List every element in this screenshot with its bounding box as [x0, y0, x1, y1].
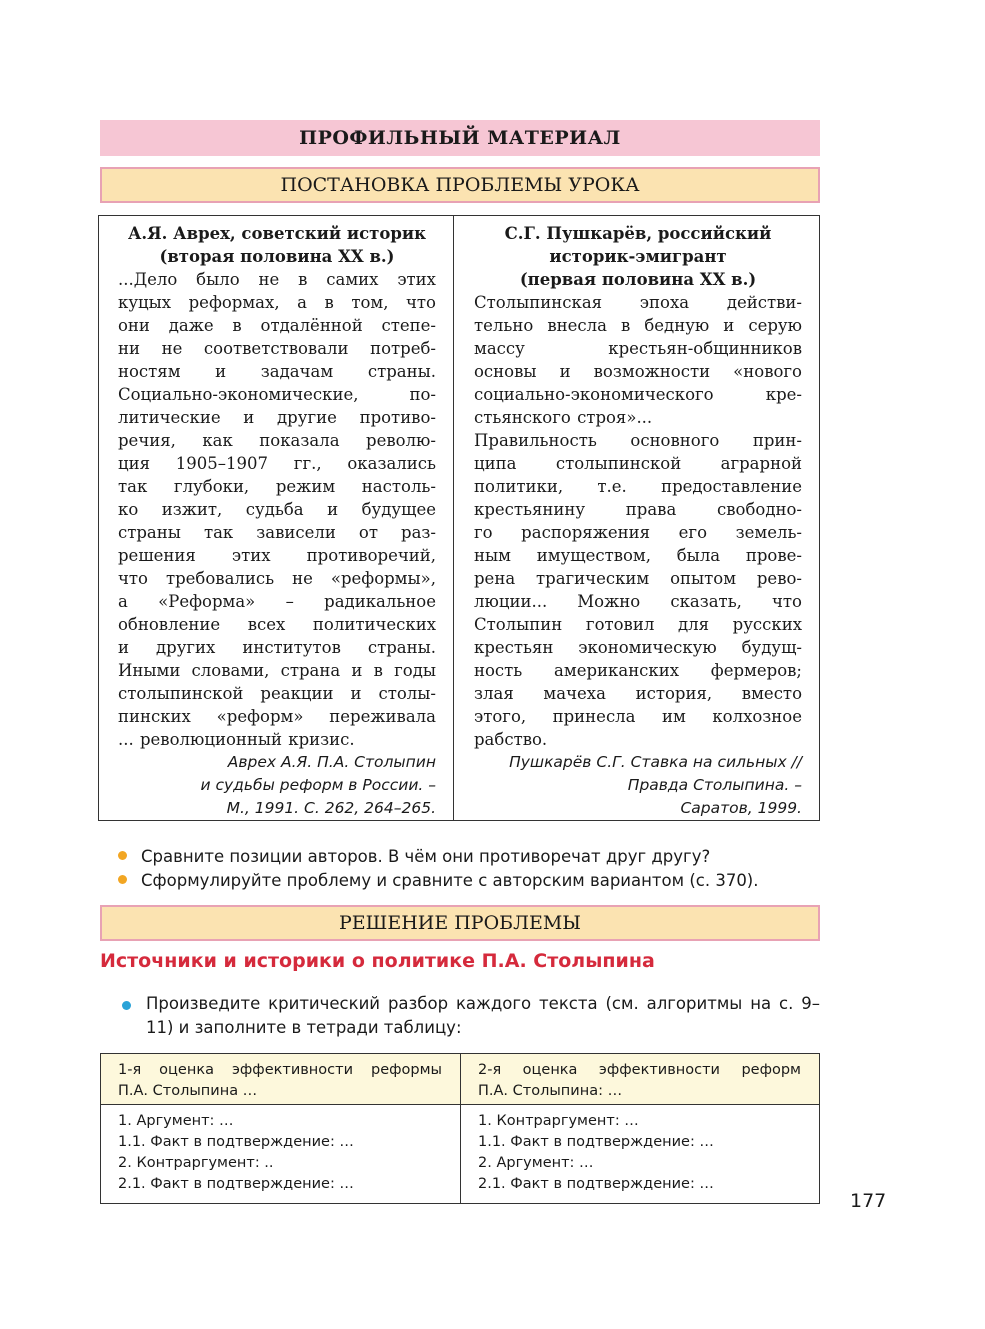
header-line [118, 1060, 442, 1081]
text-line: этого, принесла им колхозное [474, 707, 802, 726]
text-line: Иными словами, страна и в годы [118, 661, 436, 680]
question-item [118, 845, 818, 869]
header-line: П.А. Столыпина … [118, 1083, 258, 1099]
text-line: Столыпинская эпоха действи- [474, 293, 802, 312]
header-word: оценка [159, 1062, 214, 1078]
evaluation-body-second [461, 1105, 819, 1204]
text-line: ция 1905–1907 гг., оказались [118, 454, 436, 473]
evaluation-header-second [461, 1054, 819, 1104]
banner-profile-material: ПРОФИЛЬНЫЙ МАТЕРИАЛ [100, 120, 820, 156]
sources-comparison-table [98, 215, 820, 821]
table-row: 2. Контраргумент: .. [118, 1155, 274, 1171]
table-row: 2.1. Факт в подтверждение: … [478, 1176, 714, 1192]
text-line: что требовались не «реформы», [118, 569, 436, 588]
section-problem-solution: РЕШЕНИЕ ПРОБЛЕМЫ [100, 905, 820, 941]
text-line: а «Реформа» – радикальное [118, 592, 436, 611]
header-word: реформ [741, 1062, 801, 1078]
citation-line: Пушкарёв С.Г. Ставка на сильных // [509, 753, 802, 771]
evaluation-table [100, 1053, 820, 1204]
text-line: рена трагическим опытом рево- [474, 569, 802, 588]
text-line: куцых реформах, а в том, что [118, 293, 436, 312]
bullet-icon [122, 1001, 131, 1010]
source-avrekh-period: (вторая половина XX в.) [159, 247, 395, 266]
table-row: 1. Контраргумент: … [478, 1113, 639, 1129]
evaluation-table-header [101, 1054, 819, 1105]
text-line: ность американских фермеров; [474, 661, 802, 680]
text-line: стьянского строя»... [474, 408, 653, 427]
question-text: Сравните позиции авторов. В чём они противоречат друг другу? [141, 847, 711, 866]
text-line: и других институтов страны. [118, 638, 436, 657]
text-line: речия, как показала револю- [118, 431, 436, 450]
evaluation-body-first [101, 1105, 461, 1204]
header-word: реформы [370, 1062, 442, 1078]
text-line: они даже в отдалённой степе- [118, 316, 436, 335]
header-line [478, 1060, 801, 1081]
text-line: ным имуществом, была прове- [474, 546, 802, 565]
source-avrekh-citation [118, 751, 436, 820]
header-word: 1-я [118, 1062, 142, 1078]
source-avrekh [99, 216, 454, 820]
text-line: Правильность основного прин- [474, 431, 802, 450]
question-item [118, 869, 818, 893]
bullet-icon [118, 851, 127, 860]
text-line: крестьянину права свободно- [474, 500, 802, 519]
text-line: ципа столыпинской аграрной [474, 454, 802, 473]
text-line: ностям и задачам страны. [118, 362, 436, 381]
text-line: тельно внесла в бедную и серую [474, 316, 802, 335]
source-pushkarev-author: С.Г. Пушкарёв, российский [504, 224, 772, 243]
evaluation-table-body [101, 1105, 819, 1204]
text-line: злая мачеха история, вместо [474, 684, 802, 703]
section-lesson-problem: ПОСТАНОВКА ПРОБЛЕМЫ УРОКА [100, 167, 820, 203]
subsection-heading: Источники и историки о политике П.А. Столыпина [100, 950, 655, 972]
table-row: 1.1. Факт в подтверждение: … [118, 1134, 354, 1150]
text-line: страны так зависели от раз- [118, 523, 436, 542]
source-pushkarev-citation [474, 751, 802, 820]
text-line: люции... Можно сказать, что [474, 592, 802, 611]
header-line: П.А. Столыпина: … [478, 1083, 623, 1099]
source-pushkarev-role: историк-эмигрант [549, 247, 727, 266]
text-line: рабство. [474, 730, 548, 749]
text-line: массу крестьян-общинников [474, 339, 802, 358]
text-line: ни не соответствовали потреб- [118, 339, 436, 358]
table-row: 2.1. Факт в подтверждение: … [118, 1176, 354, 1192]
task-text: Произведите критический разбор каждого текста (см. алгоритмы на с. 9–11) и заполните в тетради таблицу: [146, 994, 820, 1037]
citation-line: Правда Столыпина. – [627, 776, 802, 794]
header-word: оценка [522, 1062, 578, 1078]
citation-line: Аврех А.Я. П.А. Столыпин [227, 753, 436, 771]
text-line: так глубоки, режим настоль- [118, 477, 436, 496]
text-line: го распоряжения его земель- [474, 523, 802, 542]
citation-line: М., 1991. С. 262, 264–265. [226, 799, 436, 817]
text-line: литические и другие противо- [118, 408, 436, 427]
text-line: политики, т.е. предоставление [474, 477, 802, 496]
text-line: основы и возможности «нового [474, 362, 802, 381]
source-avrekh-author: А.Я. Аврех, советский историк [127, 224, 427, 243]
header-word: эффективности [231, 1062, 353, 1078]
citation-line: Саратов, 1999. [680, 799, 802, 817]
source-avrekh-text [118, 268, 436, 751]
question-list [118, 845, 818, 893]
text-line: Столыпин готовил для русских [474, 615, 802, 634]
page-number: 177 [850, 1190, 887, 1212]
source-pushkarev-period: (первая половина XX в.) [519, 270, 757, 289]
text-line: ...Дело было не в самих этих [118, 270, 436, 289]
source-pushkarev [454, 216, 819, 820]
header-word: эффективности [598, 1062, 720, 1078]
citation-line: и судьбы реформ в России. – [200, 776, 436, 794]
text-line: ... революционный кризис. [118, 730, 355, 749]
text-line: пинских «реформ» переживала [118, 707, 436, 726]
question-text: Сформулируйте проблему и сравните с авторским вариантом (с. 370). [141, 871, 759, 890]
table-row: 2. Аргумент: … [478, 1155, 594, 1171]
table-row: 1. Аргумент: … [118, 1113, 234, 1129]
text-line: крестьян экономическую будущ- [474, 638, 802, 657]
text-line: решения этих противоречий, [118, 546, 436, 565]
text-line: столыпинской реакции и столы- [118, 684, 436, 703]
evaluation-header-first [101, 1054, 461, 1104]
task-paragraph [146, 992, 820, 1040]
text-line: ко изжит, судьба и будущее [118, 500, 436, 519]
text-line: социально-экономического кре- [474, 385, 802, 404]
table-row: 1.1. Факт в подтверждение: … [478, 1134, 714, 1150]
text-line: Социально-экономические, по- [118, 385, 436, 404]
source-pushkarev-text [474, 291, 802, 751]
bullet-icon [118, 875, 127, 884]
text-line: обновление всех политических [118, 615, 436, 634]
header-word: 2-я [478, 1062, 502, 1078]
